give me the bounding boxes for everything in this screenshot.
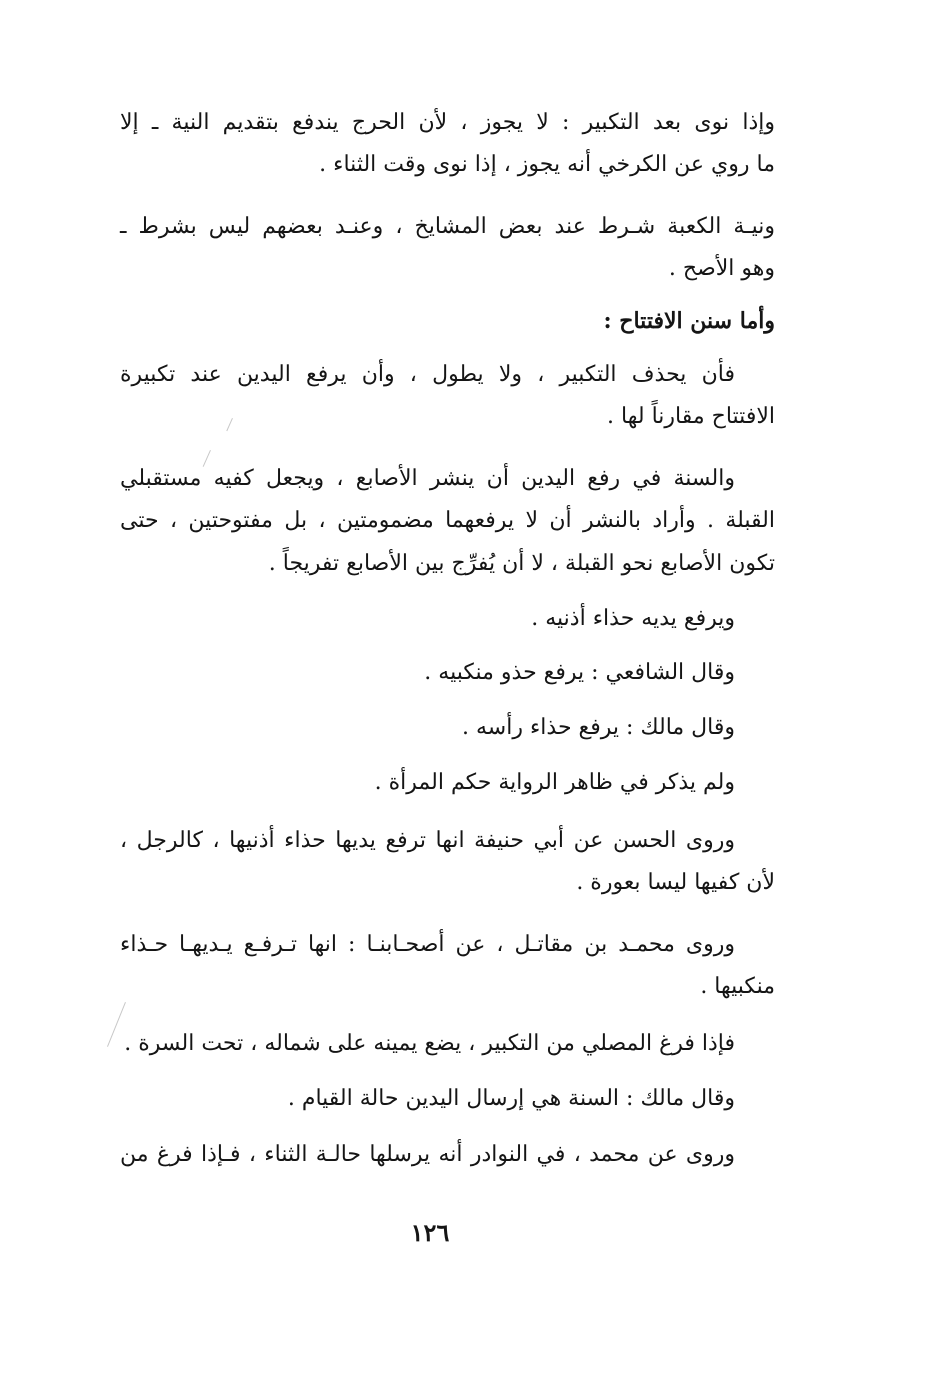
text-line-9: القبلة . وأراد بالنشر أن لا يرفعهما مضمومتين ، بل مفتوحتين ، حتى: [120, 508, 775, 533]
text-line-14: ولم يذكر في ظاهر الرواية حكم المرأة .: [374, 770, 735, 795]
text-line-10: تكون الأصابع نحو القبلة ، لا أن يُفرِّج بين الأصابع تفريجاً .: [268, 551, 775, 576]
text-line-16: لأن كفيها ليسا بعورة .: [576, 870, 775, 895]
text-line-11: ويرفع يديه حذاء أذنيه .: [531, 606, 735, 631]
text-line-12: وقال الشافعي : يرفع حذو منكبيه .: [424, 660, 735, 685]
text-line-8: والسنة في رفع اليدين أن ينشر الأصابع ، ويجعل كفيه مستقبلي: [120, 466, 735, 491]
text-line-4: وهو الأصح .: [668, 256, 775, 281]
text-line-20: وقال مالك : السنة هي إرسال اليدين حالة القيام .: [287, 1086, 735, 1111]
text-line-18: منكبيها .: [700, 974, 775, 999]
margin-stroke: [107, 1002, 126, 1047]
section-heading: وأما سنن الافتتاح :: [603, 308, 775, 334]
text-line-6: فأن يحذف التكبير ، ولا يطول ، وأن يرفع اليدين عند تكبيرة: [120, 362, 735, 387]
text-line-3: ونيـة الكعبة شـرط عند بعض المشايخ ، وعنـد بعضهم ليس بشرط ـ: [120, 214, 775, 239]
text-line-21: وروى عن محمد ، في النوادر أنه يرسلها حالـة الثناء ، فـإذا فرغ من: [120, 1142, 735, 1167]
text-line-13: وقال مالك : يرفع حذاء رأسه .: [462, 715, 735, 740]
margin-stroke: [226, 418, 233, 431]
text-line-15: وروى الحسن عن أبي حنيفة انها ترفع يديها حذاء أذنيها ، كالرجل ،: [120, 828, 735, 853]
page-number: ١٢٦: [410, 1218, 450, 1247]
text-line-17: وروى محمـد بن مقاتـل ، عن أصحـابنـا : انها تـرفـع يـديهـا حـذاء: [120, 932, 735, 957]
text-line-2: ما روي عن الكرخي أنه يجوز ، إذا نوى وقت الثناء .: [319, 152, 775, 177]
text-line-7: الافتتاح مقارناً لها .: [607, 404, 775, 429]
text-line-19: فإذا فرغ المصلي من التكبير ، يضع يمينه على شماله ، تحت السرة .: [124, 1031, 735, 1056]
text-line-1: وإذا نوى بعد التكبير : لا يجوز ، لأن الحرج يندفع بتقديم النية ـ إلا: [120, 110, 775, 135]
